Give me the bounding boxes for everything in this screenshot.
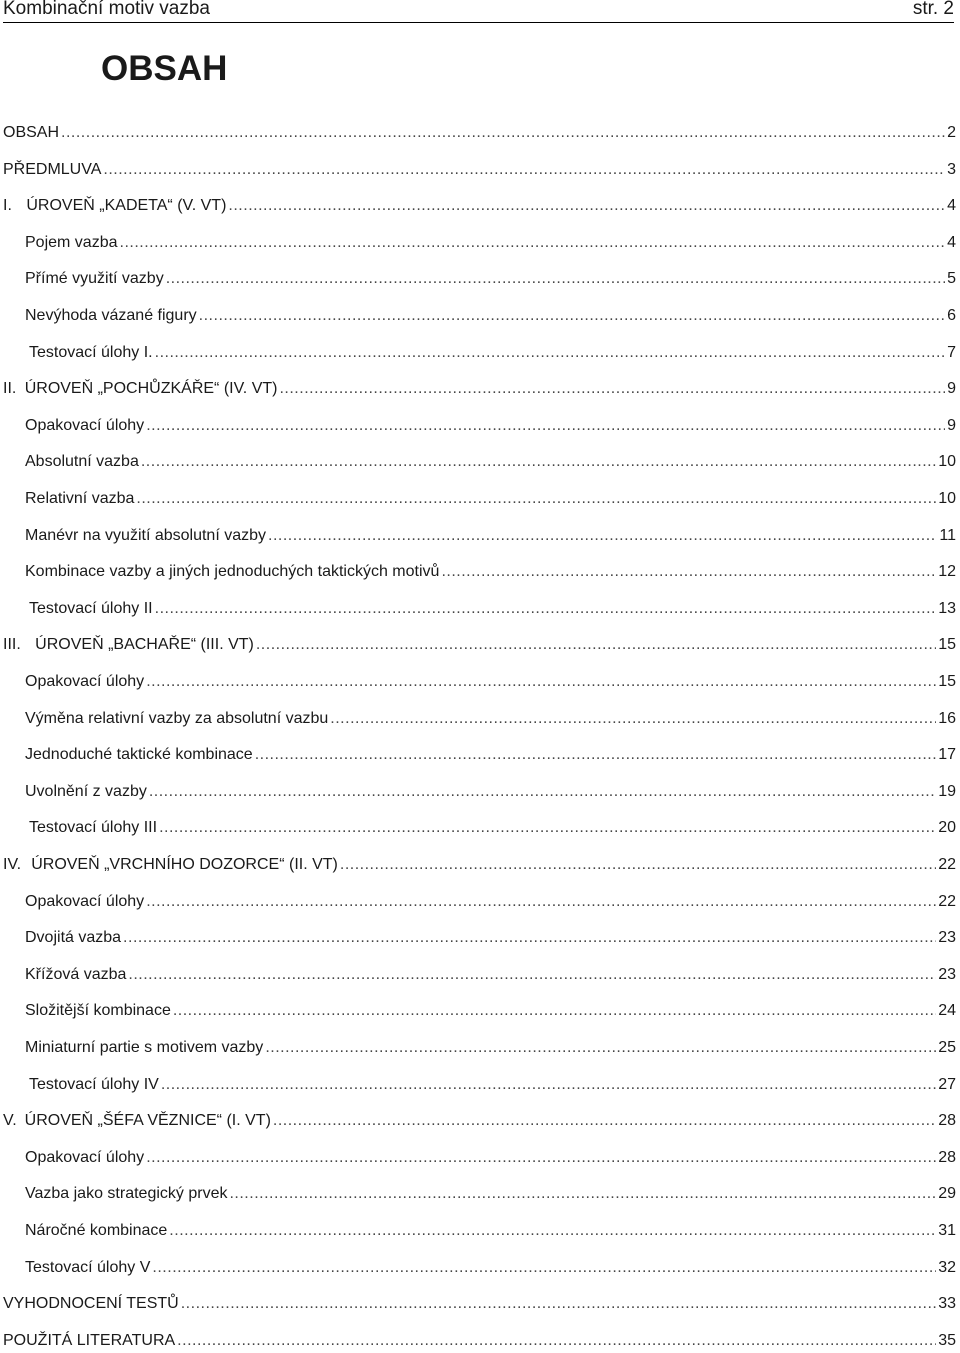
toc-leader-dots	[229, 1182, 936, 1206]
toc-leader-dots	[441, 560, 936, 584]
toc-entry-page: 27	[938, 1075, 956, 1093]
toc-entry-page: 9	[947, 416, 956, 434]
toc-entry-number: II.	[3, 380, 17, 398]
toc-entry-number: V.	[3, 1112, 17, 1130]
toc-entry-label: Testovací úlohy I.	[29, 343, 153, 361]
toc-entry-page: 2	[947, 124, 956, 141]
toc-leader-dots	[228, 194, 945, 218]
header-title: Kombinační motiv vazba	[3, 0, 210, 19]
toc-entry-page: 13	[938, 599, 956, 617]
toc-entry-number: I.	[3, 197, 12, 215]
toc-entry-page: 29	[938, 1185, 956, 1203]
toc-entry[interactable]	[25, 1036, 956, 1060]
toc-entry-page: 3	[947, 160, 956, 178]
toc-entry-label: Miniaturní partie s motivem vazby	[25, 1039, 264, 1056]
toc-leader-dots	[155, 597, 937, 621]
toc-entry-label: Vazba jako strategický prvek	[25, 1185, 228, 1203]
toc-entry-label: Přímé využití vazby	[25, 270, 164, 288]
toc-entry-page: 11	[939, 526, 956, 544]
toc-entry[interactable]	[3, 1329, 956, 1353]
toc-entry[interactable]	[25, 670, 956, 694]
toc-leader-dots	[173, 999, 936, 1023]
toc-entry[interactable]	[25, 560, 956, 584]
toc-entry[interactable]	[25, 743, 956, 767]
toc-entry[interactable]	[25, 524, 956, 548]
toc-entry[interactable]	[25, 1219, 956, 1243]
toc-entry-label: POUŽITÁ LITERATURA	[3, 1331, 176, 1349]
header-page-number: str. 2	[912, 0, 954, 19]
toc-leader-dots	[61, 121, 945, 145]
toc-entry-page: 15	[938, 673, 956, 690]
toc-entry[interactable]	[29, 816, 956, 840]
toc-entry[interactable]	[3, 853, 956, 877]
toc-entry[interactable]	[3, 1292, 956, 1316]
toc-entry-number: IV.	[3, 856, 22, 873]
toc-entry[interactable]	[3, 158, 956, 182]
toc-entry[interactable]	[25, 707, 956, 731]
toc-leader-dots	[136, 487, 936, 511]
toc-entry-label: Opakovací úlohy	[25, 416, 145, 434]
toc-leader-dots	[159, 816, 936, 840]
toc-leader-dots	[152, 1256, 936, 1280]
toc-entry-label: ÚROVEŇ „POCHŮZKÁŘE“ (IV. VT)	[24, 380, 278, 398]
toc-entry-page: 10	[938, 453, 956, 471]
toc-entry[interactable]	[29, 1073, 956, 1097]
toc-entry-page: 10	[938, 490, 956, 507]
toc-entry-number: III.	[3, 636, 21, 654]
toc-leader-dots	[273, 1109, 936, 1133]
toc-entry[interactable]	[25, 926, 956, 950]
toc-leader-dots	[330, 707, 936, 731]
toc-entry[interactable]	[3, 377, 956, 401]
toc-entry-page: 22	[938, 892, 956, 910]
toc-entry[interactable]	[25, 1256, 956, 1280]
toc-entry-label: ÚROVEŇ „VRCHNÍHO DOZORCE“ (II. VT)	[31, 856, 338, 873]
toc-entry-label: ÚROVEŇ „KADETA“ (V. VT)	[26, 197, 227, 215]
toc-entry-page: 24	[938, 1002, 956, 1020]
toc-entry-label: Dvojitá vazba	[25, 929, 122, 947]
toc-leader-dots	[199, 304, 945, 328]
toc-leader-dots	[166, 267, 945, 291]
toc-entry-page: 31	[938, 1222, 956, 1239]
toc-entry-label: PŘEDMLUVA	[3, 160, 102, 178]
toc-entry-label: Složitější kombinace	[25, 1002, 171, 1020]
toc-entry-label: Testovací úlohy III	[29, 819, 158, 837]
toc-entry-label: Náročné kombinace	[25, 1222, 168, 1239]
toc-leader-dots	[146, 414, 945, 438]
toc-entry-label: Testovací úlohy IV	[29, 1075, 159, 1093]
toc-entry[interactable]	[25, 450, 956, 474]
toc-entry[interactable]	[3, 121, 956, 145]
toc-entry-label: Manévr na využití absolutní vazby	[25, 526, 267, 544]
toc-entry-label: Výměna relativní vazby za absolutní vazbu	[25, 709, 329, 727]
toc-leader-dots	[103, 158, 945, 182]
toc-leader-dots	[177, 1329, 936, 1353]
toc-leader-dots	[268, 524, 937, 548]
toc-entry[interactable]	[25, 487, 956, 511]
toc-entry-label: Absolutní vazba	[25, 453, 139, 471]
toc-entry-page: 23	[938, 929, 956, 947]
toc-entry-label: Testovací úlohy II	[29, 599, 153, 617]
toc-entry-label: VYHODNOCENÍ TESTŮ	[3, 1295, 179, 1313]
toc-leader-dots	[141, 450, 936, 474]
toc-leader-dots	[123, 926, 936, 950]
toc-leader-dots	[169, 1219, 936, 1243]
toc-entry[interactable]	[25, 999, 956, 1023]
toc-entry-page: 32	[938, 1258, 956, 1276]
toc-entry-page: 7	[947, 343, 956, 361]
toc-leader-dots	[146, 890, 936, 914]
toc-entry[interactable]	[3, 1109, 956, 1133]
toc-entry-label: Pojem vazba	[25, 233, 118, 251]
toc-entry-page: 28	[938, 1148, 956, 1166]
toc-entry-label: Jednoduché taktické kombinace	[25, 746, 253, 764]
toc-entry-page: 25	[938, 1039, 956, 1056]
toc-entry-page: 4	[947, 197, 956, 215]
toc-entry[interactable]	[25, 1146, 956, 1170]
page-header	[3, 0, 954, 23]
toc-entry-page: 22	[938, 856, 956, 873]
toc-entry[interactable]	[25, 414, 956, 438]
toc-entry-page: 33	[938, 1295, 956, 1313]
toc-entry-page: 6	[947, 307, 956, 324]
toc-leader-dots	[161, 1073, 936, 1097]
toc-entry[interactable]	[3, 633, 956, 657]
toc-leader-dots	[255, 743, 937, 767]
toc-entry-page: 20	[938, 819, 956, 837]
toc-entry-label: ÚROVEŇ „BACHAŘE“ (III. VT)	[35, 636, 254, 654]
toc-leader-dots	[146, 670, 936, 694]
toc-entry-label: Opakovací úlohy	[25, 892, 145, 910]
toc-leader-dots	[340, 853, 936, 877]
toc-entry-page: 16	[938, 709, 956, 727]
toc-entry[interactable]	[29, 597, 956, 621]
toc-entry-page: 4	[947, 233, 956, 251]
toc-leader-dots	[181, 1292, 936, 1316]
toc-entry-page: 23	[938, 965, 956, 983]
toc-entry-page: 19	[938, 782, 956, 800]
toc-entry-page: 35	[938, 1331, 956, 1349]
toc-entry[interactable]	[25, 890, 956, 914]
toc-entry-page: 28	[938, 1112, 956, 1130]
toc-entry-page: 17	[938, 746, 956, 764]
toc-leader-dots	[149, 780, 936, 804]
toc-entry[interactable]	[25, 304, 956, 328]
toc-entry[interactable]	[25, 963, 956, 987]
toc-entry-page: 5	[947, 270, 956, 288]
toc-entry[interactable]	[3, 194, 956, 218]
toc-entry[interactable]	[25, 267, 956, 291]
toc-entry[interactable]	[25, 780, 956, 804]
toc-leader-dots	[120, 231, 946, 255]
toc-entry-label: ÚROVEŇ „ŠÉFA VĚZNICE“ (I. VT)	[24, 1112, 271, 1130]
toc-leader-dots	[279, 377, 945, 401]
toc-entry-label: Opakovací úlohy	[25, 1148, 145, 1166]
toc-entry-label: Kombinace vazby a jiných jednoduchých taktických motivů	[25, 563, 440, 581]
page-title: OBSAH	[101, 49, 228, 88]
toc-entry[interactable]	[29, 341, 956, 365]
toc-entry-label: Uvolnění z vazby	[25, 782, 147, 800]
toc-leader-dots	[146, 1146, 936, 1170]
toc-entry-page: 12	[938, 563, 956, 581]
toc-leader-dots	[155, 341, 945, 365]
toc-leader-dots	[265, 1036, 936, 1060]
toc-entry-label: Křížová vazba	[25, 965, 127, 983]
toc-entry[interactable]	[25, 1182, 956, 1206]
toc-entry-label: OBSAH	[3, 124, 60, 141]
toc-entry-page: 15	[938, 636, 956, 654]
toc-entry-label: Testovací úlohy V	[25, 1258, 151, 1276]
toc-entry-label: Opakovací úlohy	[25, 673, 145, 690]
toc-leader-dots	[256, 633, 936, 657]
toc-leader-dots	[128, 963, 936, 987]
toc-entry-page: 9	[947, 380, 956, 398]
toc-entry[interactable]	[25, 231, 956, 255]
toc-entry-label: Relativní vazba	[25, 490, 135, 507]
toc-entry-label: Nevýhoda vázané figury	[25, 307, 197, 324]
